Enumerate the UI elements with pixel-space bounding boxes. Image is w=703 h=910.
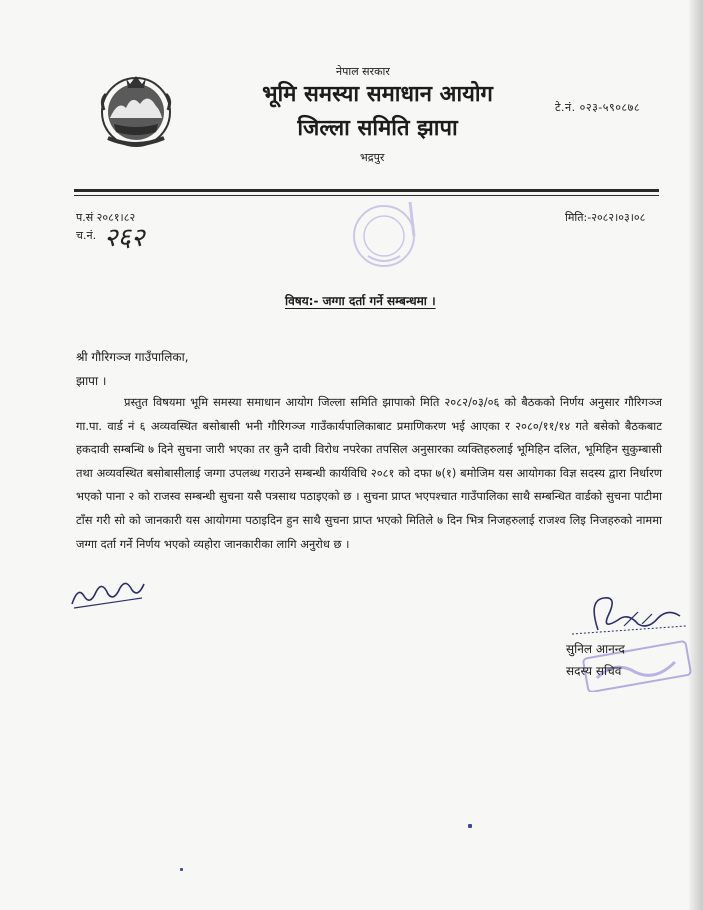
reference-number: प.सं २०८१।८२ xyxy=(76,211,136,224)
recipient-district: झापा । xyxy=(76,374,107,388)
office-location: भद्रपुर xyxy=(360,151,385,164)
committee-title: जिल्ला समिति झापा xyxy=(297,115,458,141)
faint-office-stamp-icon xyxy=(338,196,430,276)
nepal-emblem-icon xyxy=(96,70,176,150)
dispatch-number-label: च.नं. xyxy=(76,229,97,242)
government-label: नेपाल सरकार xyxy=(336,65,390,78)
letter-subject: विषय:- जग्गा दर्ता गर्ने सम्बन्धमा । xyxy=(285,294,436,308)
received-handwritten-note-icon xyxy=(68,572,148,612)
letter-body: प्रस्तुत विषयमा भूमि समस्या समाधान आयोग जिल्ला समिति झापाको मिति २०८२/०३/०६ को बैठकको निर्णय अनुसार गौरिगञ्ज गा.पा. वार्ड नं ६ अव्यवस्थित बसोबासी भनी गौरिगञ्ज गाउँकार्यपालिकाबाट प्रमाणिकरण भई आएका र २०८०/११/१४ गते बसेको बैठकबाट हकदावी सम्बन्धि ७ दिने सुचना जारी भएका तर कुनै दावी विरोध नपरेका तपसिल अनुसारका व्यक्तिहरुलाई भूमिहिन दलित, भूमिहिन सुकुम्बासी तथा अव्यवस्थित बसोबासीलाई जग्गा उपलब्ध गराउने सम्बन्धी कार्यविधि २०८१ को दफा ७(१) बमोजिम यस आयोगका विज्ञ सदस्य द्वारा निर्धारण भएको पाना २ को राजस्व सम्बन्धी सुचना यसै पत्रसाथ पठाइएको छ । सुचना प्राप्त भएपश्चात गाउँपालिका साथै सम्बन्धित वार्डको सुचना पाटीमा टाँस गरी सो को जानकारी यस आयोगमा पठाइदिन हुन साथै सुचना प्राप्त भएको मितिले ७ दिन भित्र निजहरुलाई राजश्व लिइ निजहरुको नाममा जग्गा दर्ता गर्ने निर्णय भएको व्यहोरा जानकारीका लागि अनुरोध छ । xyxy=(76,395,662,551)
letter-date: मिति:-२०८२।०३।०८ xyxy=(565,211,646,224)
ink-speck xyxy=(180,868,183,871)
signatory-name: सुनिल आनन्द xyxy=(566,642,625,656)
signatory-title: सदस्य सचिव xyxy=(566,664,622,678)
recipient-name: श्री गौरिगञ्ज गाउँपालिका, xyxy=(76,350,189,364)
dispatch-number-handwritten: २६२ xyxy=(104,223,145,253)
signature-icon xyxy=(568,590,688,642)
ink-speck xyxy=(468,824,472,828)
phone-number: टे.नं. ०२३-५९०८७८ xyxy=(555,101,641,114)
commission-title: भूमि समस्या समाधान आयोग xyxy=(262,81,493,107)
header-rule-thick xyxy=(74,189,659,192)
page-edge-shadow xyxy=(689,0,703,910)
